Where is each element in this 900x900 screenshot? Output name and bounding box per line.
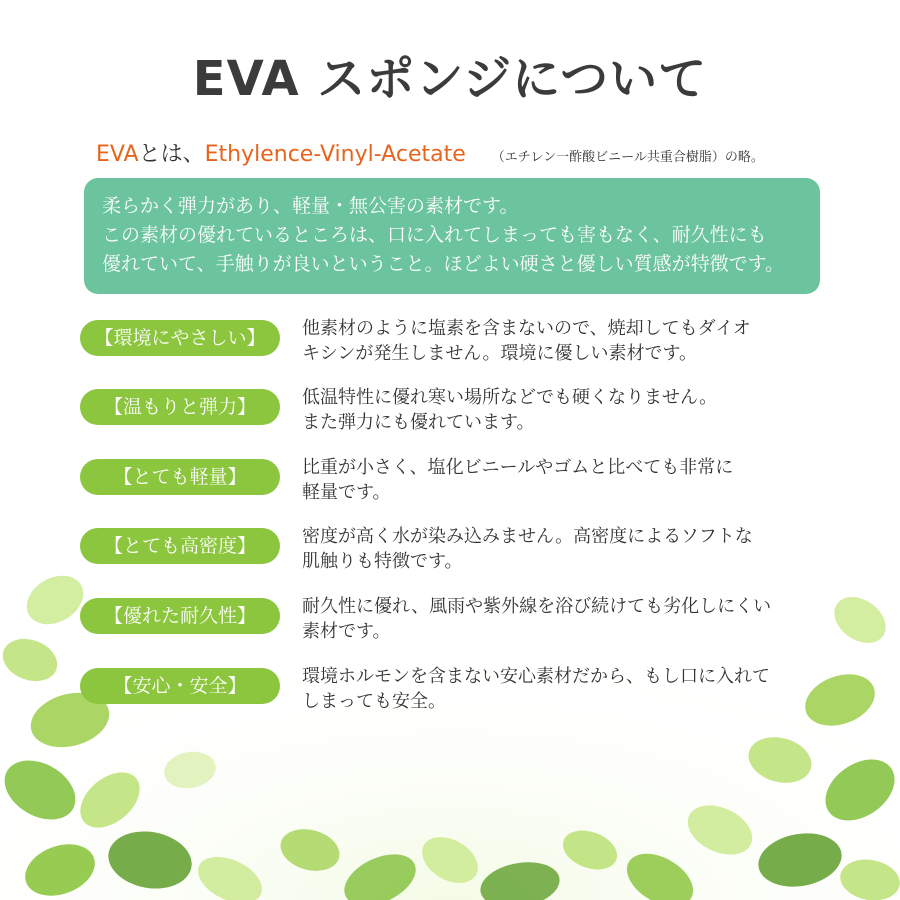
feature-description xyxy=(302,385,842,435)
definition-term: EVA xyxy=(96,142,139,167)
page-title: EVA スポンジについて xyxy=(192,51,708,107)
feature-description-line: 素材です。 xyxy=(302,621,391,642)
feature-badge: 【優れた耐久性】 xyxy=(80,598,280,634)
feature-description-line: しまっても安全。 xyxy=(302,691,446,712)
feature-description xyxy=(302,524,842,574)
feature-description-line: 密度が高く水が染み込みません。高密度によるソフトな xyxy=(302,526,753,547)
feature-badge: 【温もりと弾力】 xyxy=(80,389,280,425)
feature-durability xyxy=(80,594,840,654)
intro-line: 優れていて、手触りが良いということ。ほどよい硬さと優しい質感が特徴です。 xyxy=(102,253,785,275)
intro-box xyxy=(84,178,820,294)
feature-description-line: 環境ホルモンを含まない安心素材だから、もし口に入れて xyxy=(302,666,770,687)
feature-eco-friendly xyxy=(80,316,840,376)
feature-description-line: 軽量です。 xyxy=(302,482,391,503)
feature-badge: 【安心・安全】 xyxy=(80,668,280,704)
feature-warmth-elasticity xyxy=(80,385,840,445)
feature-description xyxy=(302,664,842,714)
feature-lightweight xyxy=(80,455,840,515)
definition-full-name: Ethylence-Vinyl-Acetate xyxy=(204,142,466,167)
feature-badge: 【とても軽量】 xyxy=(80,459,280,495)
definition-note: （エチレン一酢酸ビニール共重合樹脂）の略。 xyxy=(491,150,764,165)
eva-definition xyxy=(96,137,856,168)
intro-line: この素材の優れているところは、口に入れてしまっても害もなく、耐久性にも xyxy=(102,224,767,246)
feature-description xyxy=(302,455,842,505)
feature-description xyxy=(302,316,842,366)
intro-line: 柔らかく弾力があり、軽量・無公害の素材です。 xyxy=(102,195,519,217)
feature-safety xyxy=(80,664,840,724)
feature-description-line: 耐久性に優れ、風雨や紫外線を浴び続けても劣化しにくい xyxy=(302,596,772,617)
definition-connector: とは、 xyxy=(138,142,205,167)
feature-description-line: 低温特性に優れ寒い場所などでも硬くなりません。 xyxy=(302,387,718,408)
feature-description-line: キシンが発生しません。環境に優しい素材です。 xyxy=(302,343,698,364)
feature-description-line: また弾力にも優れています。 xyxy=(302,412,535,433)
feature-description-line: 他素材のように塩素を含まないので、焼却してもダイオ xyxy=(302,318,751,339)
feature-description xyxy=(302,594,842,644)
feature-badge: 【環境にやさしい】 xyxy=(80,320,280,356)
feature-badge: 【とても高密度】 xyxy=(80,528,280,564)
feature-description-line: 肌触りも特徴です。 xyxy=(302,551,463,572)
feature-description-line: 比重が小さく、塩化ビニールやゴムと比べても非常に xyxy=(302,457,734,478)
feature-high-density xyxy=(80,524,840,584)
